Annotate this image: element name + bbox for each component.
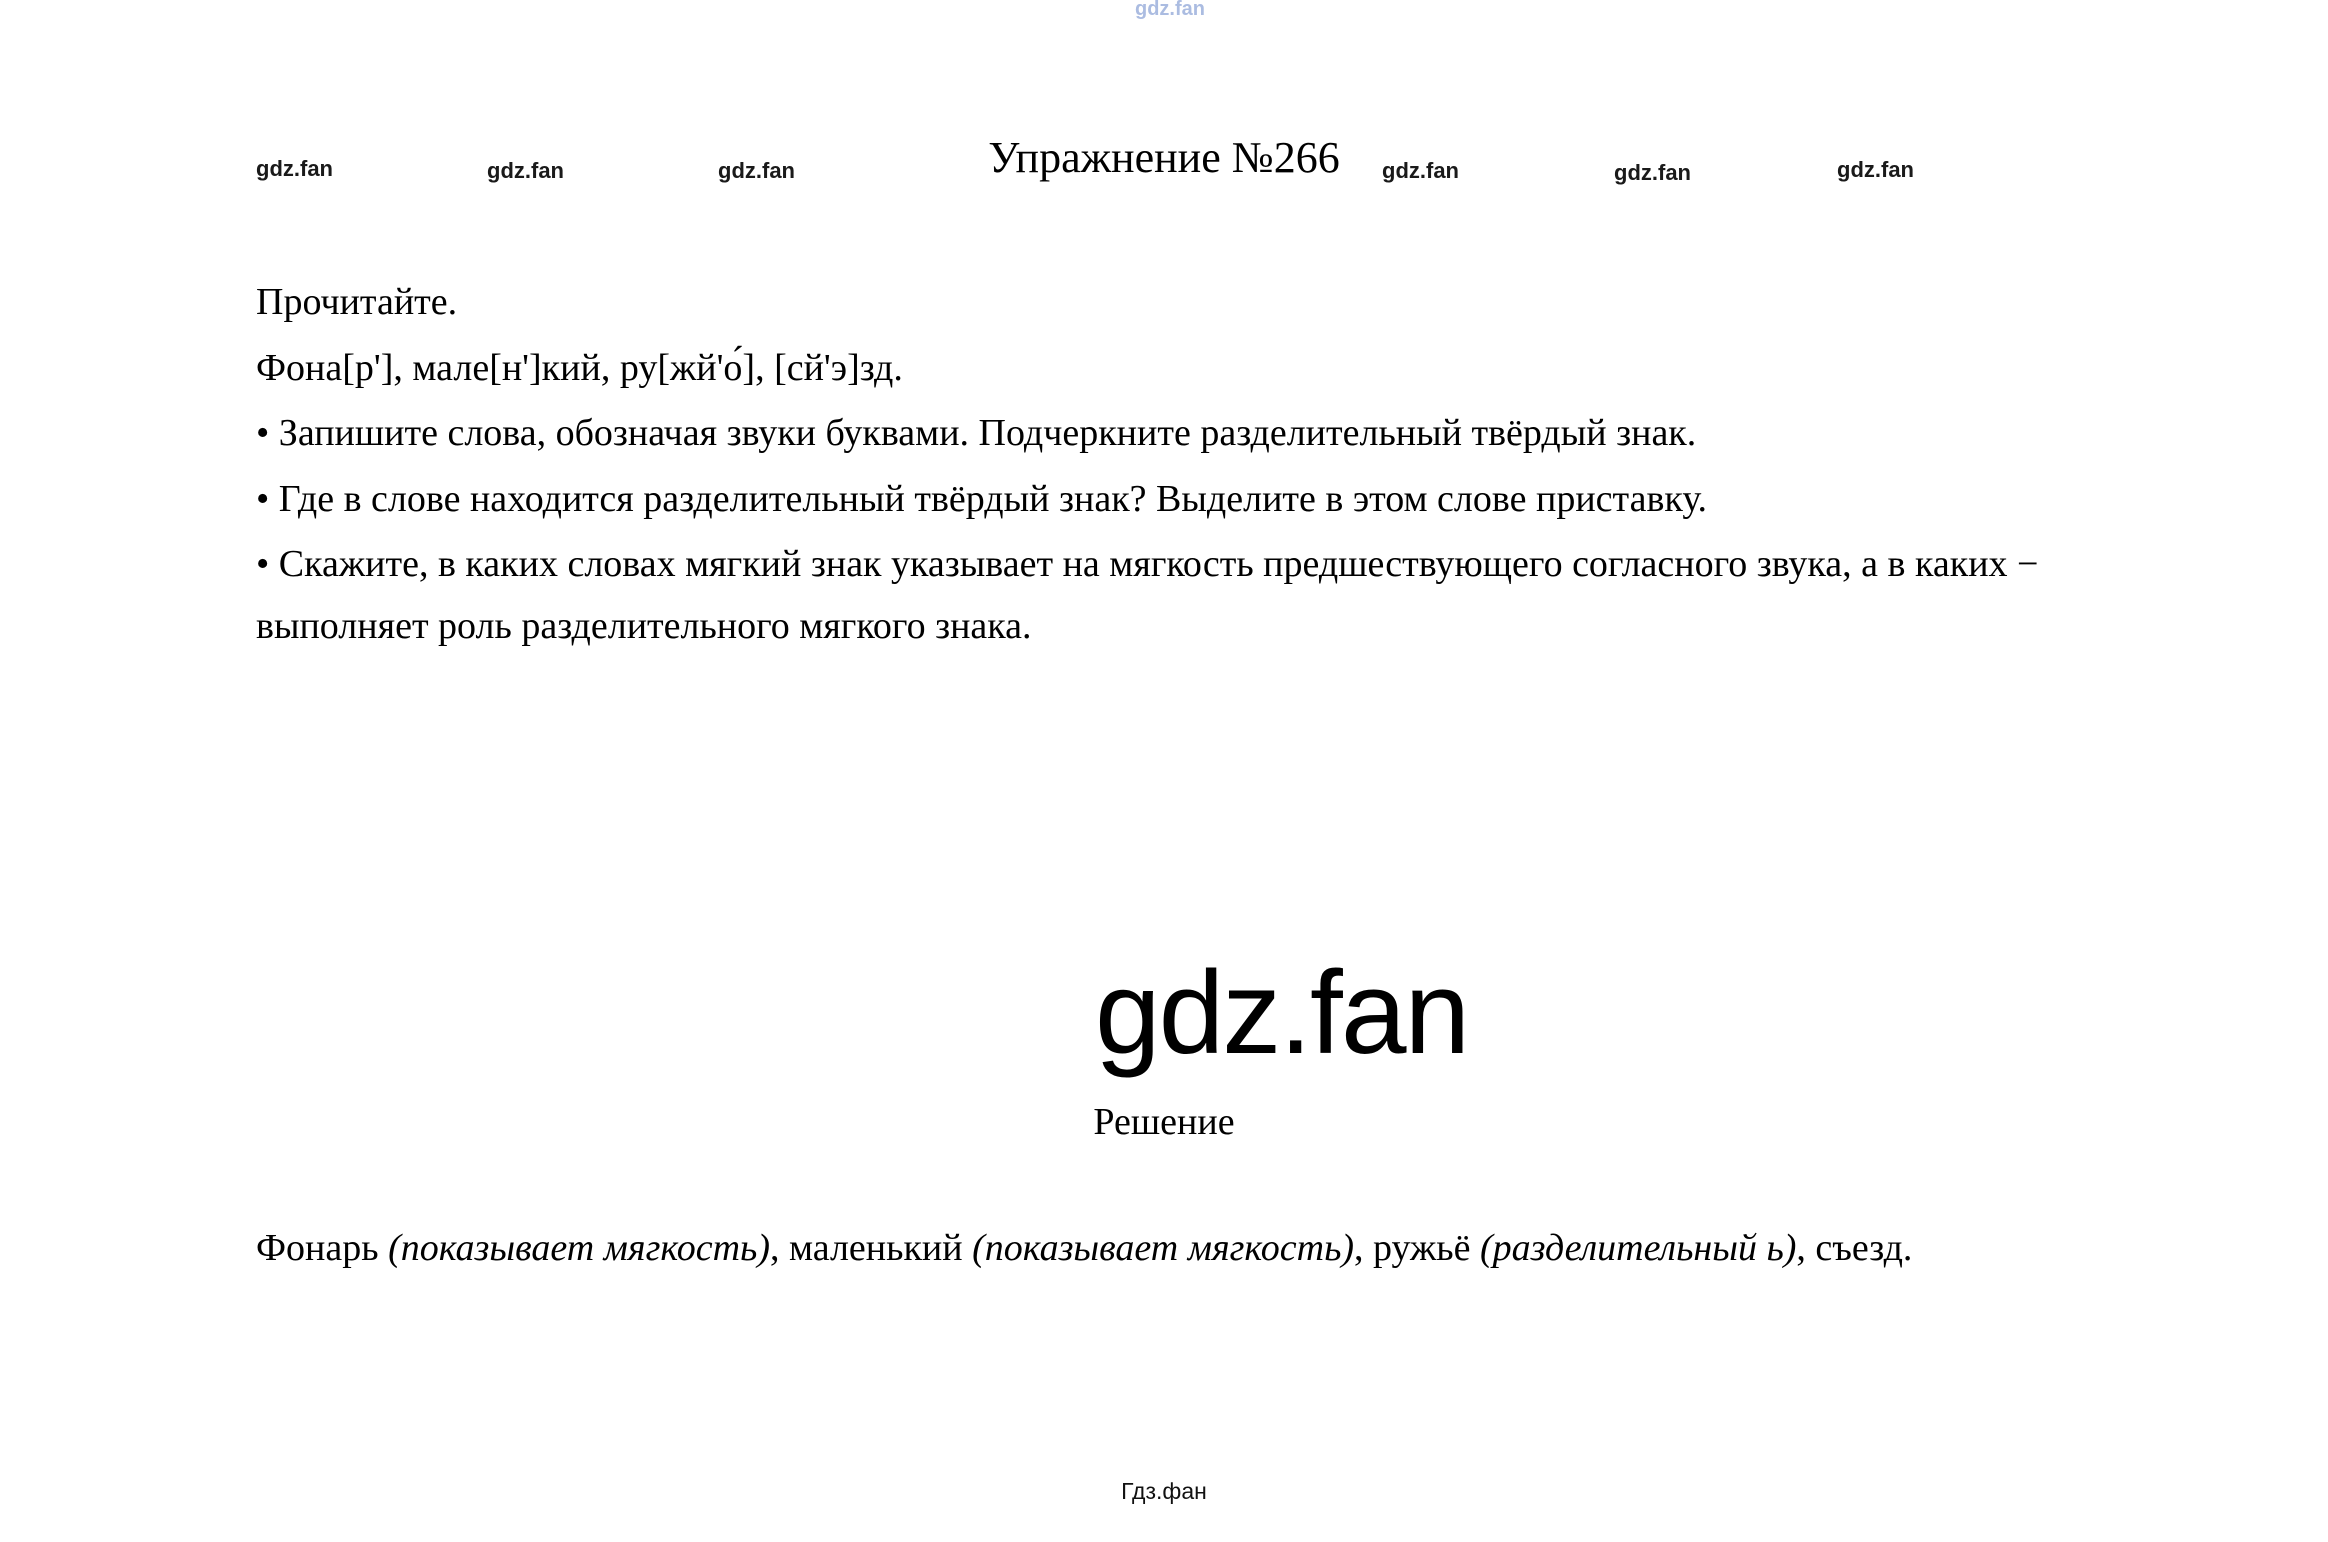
task-body [256, 272, 2056, 661]
answer-word-1: Фонарь [256, 1227, 379, 1269]
watermark-small-4: gdz.fan [1382, 158, 1459, 183]
watermark-small-6: gdz.fan [1837, 157, 1914, 182]
answer-body [256, 1218, 2086, 1284]
solution-heading: Решение [1093, 1101, 1235, 1143]
watermark-small-3: gdz.fan [718, 158, 795, 183]
answer-sep-1: , [769, 1227, 789, 1269]
task-line-5: • Скажите, в каких словах мягкий знак указывает на мягкость предшествующего согласного звука, а в каких − выполняет роль разделительного мягкого знака. [256, 543, 2039, 647]
task-line-3: • Запишите слова, обозначая звуки буквами. Подчеркните разделительный твёрдый знак. [256, 412, 1697, 455]
answer-word-3: ружьё [1373, 1227, 1471, 1269]
task-line-1: Прочитайте. [256, 281, 458, 323]
answer-note-3: (разделительный ь) [1479, 1227, 1797, 1269]
watermark-footer: Гдз.фан [1121, 1478, 1207, 1504]
answer-word-4: съезд. [1815, 1227, 1913, 1269]
answer-paragraph [256, 1218, 2086, 1280]
answer-sep-2: , [1354, 1227, 1364, 1269]
task-line-4: • Где в слове находится разделительный твёрдый знак? Выделите в этом слове приставку. [256, 477, 1708, 520]
answer-note-1: (показывает мягкость) [388, 1227, 770, 1269]
watermark-small-5: gdz.fan [1614, 160, 1691, 185]
task-line-2: Фона[р'], мале[н']кий, ру[жй'о́], [сй'э]зд. [256, 346, 903, 389]
watermark-small-1: gdz.fan [256, 156, 333, 181]
watermark-small-2: gdz.fan [487, 158, 564, 183]
answer-word-2: маленький [788, 1227, 963, 1269]
answer-sep-3: , [1796, 1227, 1816, 1269]
answer-note-2: (показывает мягкость) [972, 1227, 1355, 1269]
page-title: Упражнение №266 [988, 133, 1340, 182]
watermark-top-faint: gdz.fan [1135, 0, 1205, 20]
watermark-large: gdz.fan [1095, 947, 1469, 1079]
